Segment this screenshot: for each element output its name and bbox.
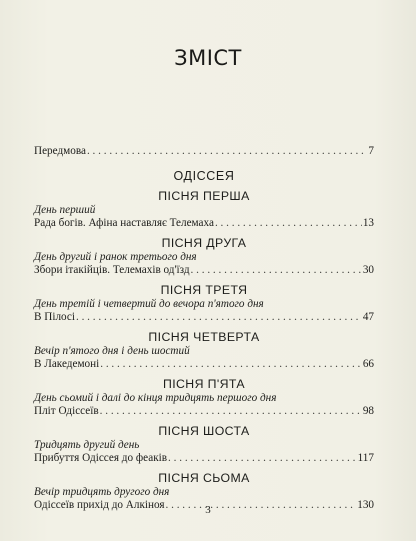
toc-song-6	[34, 424, 374, 465]
toc-song-4	[34, 330, 374, 371]
section-title: ОДІССЕЯ	[173, 169, 235, 183]
song-day: День другий і ранок третього дня	[34, 251, 197, 263]
toc-entry	[34, 405, 374, 418]
page-number: 3	[205, 504, 211, 516]
toc-entry	[34, 217, 374, 230]
toc-entry-page: 30	[362, 264, 374, 276]
toc-entry-page: 66	[362, 358, 374, 370]
toc-song-3	[34, 283, 374, 324]
toc-entry-label: В Пілосі	[34, 311, 75, 323]
toc-entry-label: Пліт Одіссеїв	[34, 405, 99, 417]
song-title: ПІСНЯ ПЕРША	[158, 189, 250, 203]
toc-entry-page: 98	[362, 405, 374, 417]
song-title: ПІСНЯ ШОСТА	[158, 424, 250, 438]
toc-entry-page: 13	[362, 217, 374, 229]
song-day: День перший	[34, 204, 96, 216]
toc-song-2	[34, 236, 374, 277]
toc-entry-page: 130	[357, 499, 374, 511]
toc-entry-label: В Лакедемоні	[34, 358, 100, 370]
toc-entry-page: 117	[357, 452, 374, 464]
song-day: Вечір тридцять другого дня	[34, 486, 170, 498]
toc-entry-label: Прибуття Одіссея до феаків	[34, 452, 168, 464]
toc-entry	[34, 311, 374, 324]
table-of-contents	[34, 145, 374, 512]
dot-leader	[76, 311, 362, 324]
toc-song-1	[34, 189, 374, 230]
toc-entry	[34, 264, 374, 277]
dot-leader	[100, 405, 362, 418]
dot-leader	[191, 264, 362, 277]
toc-entry-label: Передмова	[34, 145, 86, 157]
toc-entry-label: Збори ітакійців. Телемахів од'їзд	[34, 264, 190, 276]
dot-leader	[215, 217, 362, 230]
song-day: День третій і четвертий до вечора п'ятого дня	[34, 298, 264, 310]
song-title: ПІСНЯ ДРУГА	[161, 236, 247, 250]
song-title: ПІСНЯ ТРЕТЯ	[160, 283, 248, 297]
toc-entry-page: 47	[362, 311, 374, 323]
toc-song-5	[34, 377, 374, 418]
song-title: ПІСНЯ ЧЕТВЕРТА	[148, 330, 260, 344]
toc-entry-label: Рада богів. Афіна наставляє Телемаха	[34, 217, 214, 229]
song-day: День сьомий і далі до кінця тридцять першого дня	[34, 392, 277, 404]
song-title: ПІСНЯ СЬОМА	[158, 471, 250, 485]
song-day: Тридцять другий день	[34, 439, 140, 451]
dot-leader	[87, 145, 367, 158]
toc-entry	[34, 452, 374, 465]
song-title: ПІСНЯ П'ЯТА	[162, 377, 246, 391]
dot-leader	[168, 452, 357, 465]
toc-entry-preface	[34, 145, 374, 158]
toc-entry-label: Одіссеїв прихід до Алкіноя	[34, 499, 165, 511]
song-day: Вечір п'ятого дня і день шостий	[34, 345, 190, 357]
toc-entry	[34, 358, 374, 371]
page-title: ЗМІСТ	[174, 46, 242, 70]
dot-leader	[100, 358, 362, 371]
toc-entry-page: 7	[368, 145, 374, 157]
